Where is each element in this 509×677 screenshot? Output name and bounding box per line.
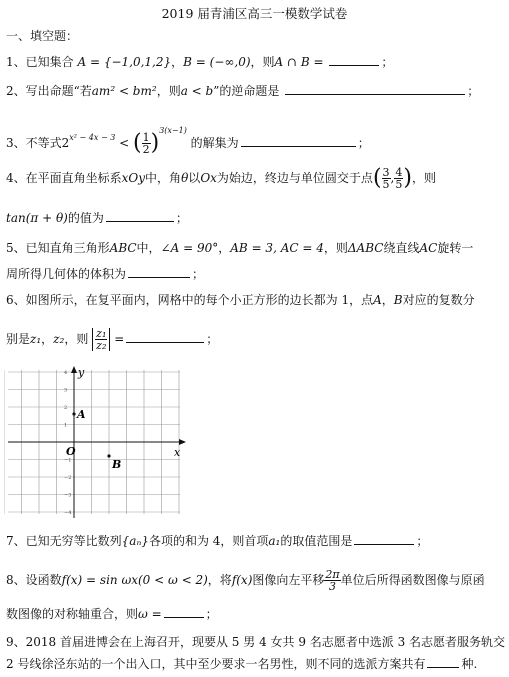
question-8 xyxy=(6,564,485,596)
q4-number: 4、 xyxy=(6,171,26,185)
q3-exponent-1: x² − 4x − 3 xyxy=(69,133,116,142)
q2-answer-blank[interactable] xyxy=(285,93,465,95)
q9-answer-blank[interactable] xyxy=(427,666,459,668)
question-6 xyxy=(6,292,475,308)
q6-ratio-num: z₁ xyxy=(96,327,107,340)
q8-end: ； xyxy=(205,607,218,621)
origin-label: O xyxy=(66,445,76,458)
q6-text-2: 对应的复数分 xyxy=(402,293,475,307)
q3-answer-blank[interactable] xyxy=(241,145,356,147)
q9-line-1: 2018 首届进博会在上海召开，现要从 5 男 4 女共 9 名志愿者中选派 3 名志愿者服务轨交 xyxy=(25,635,506,649)
q5-answer-blank[interactable] xyxy=(128,276,190,278)
section-heading: 一、填空题： xyxy=(6,29,79,43)
q4-px-den: 5 xyxy=(382,178,390,191)
x-axis-label: x xyxy=(174,446,181,459)
q8-frac-den: 3 xyxy=(329,580,337,593)
q8-fx: f(x) xyxy=(231,573,253,587)
q1-expr: A ∩ B = xyxy=(274,55,324,69)
q4-text-2: 中，角 xyxy=(145,171,182,185)
q5-text-3: ，则 xyxy=(323,241,348,255)
point-b-dot xyxy=(107,454,110,457)
q3-exponent-2: 3(x−1) xyxy=(159,126,187,135)
q8-text-4: 单位后所得函数图像与原函 xyxy=(340,573,485,587)
q9-line-2: 2 号线徐泾东站的一个出入口，其中至少要求一名男性，则不同的选派方案共有 xyxy=(6,657,426,671)
q1-set-b: B = (−∞,0) xyxy=(183,55,251,69)
q9-number: 9、 xyxy=(6,635,26,649)
question-1: 1、已知集合 A = {−1,0,1,2}，B = (−∞,0)，则A ∩ B = ； xyxy=(6,55,394,69)
q4-text-6: 的值为 xyxy=(67,211,104,225)
question-5: 5、已知直角三角形ABC中，∠A = 90°，AB = 3, AC = 4，则ΔABC绕直线AC旋转一 xyxy=(6,241,474,255)
q2-conclusion: a < b xyxy=(180,84,214,98)
question-4-line-2 xyxy=(6,210,188,226)
q5-angle: ∠A = 90° xyxy=(160,241,219,255)
q5-ac: AC xyxy=(419,241,438,255)
q2-text-1: 写出命题“若 xyxy=(25,84,92,98)
q6-equals: = xyxy=(114,332,125,346)
q4-right-paren: ) xyxy=(403,165,412,191)
q2-text-3: ”的逆命题是 xyxy=(213,84,280,98)
q2-text-2: ，则 xyxy=(156,84,181,98)
q4-end: ； xyxy=(175,211,188,225)
q5-triangle: ΔABC xyxy=(347,241,384,255)
q6-end: ； xyxy=(206,332,219,346)
q8-text-3: 图像向左平移 xyxy=(252,573,325,587)
q6-sep: ， xyxy=(381,293,394,307)
q3-text-2: 的解集为 xyxy=(190,136,239,150)
q4-point-y xyxy=(394,167,403,190)
q4-py-den: 5 xyxy=(395,178,403,191)
q4-text-4: 为始边，终边与单位圆交于点 xyxy=(216,171,373,185)
q9-end: 种. xyxy=(461,657,478,671)
q3-fraction xyxy=(142,132,151,155)
q8-function: f(x) = sin ωx(0 < ω < 2) xyxy=(61,573,208,587)
question-2 xyxy=(6,83,479,99)
q8-text-2: ，将 xyxy=(207,573,232,587)
y-tick-label: −4 xyxy=(64,510,72,516)
q4-theta: θ xyxy=(181,171,189,185)
q6-z2: z₂ xyxy=(53,332,65,346)
q5-abc: ABC xyxy=(109,241,137,255)
y-tick-label: 1 xyxy=(64,422,68,429)
q8-line-2: 数图像的对称轴重合，则 xyxy=(6,607,139,621)
y-tick-label: −3 xyxy=(64,492,72,499)
q4-ox: Ox xyxy=(200,171,217,185)
q6-answer-blank[interactable] xyxy=(126,341,204,343)
q4-text-1: 在平面直角坐标系 xyxy=(25,171,122,185)
q7-text-1: 已知无穷等比数列 xyxy=(25,534,122,548)
q3-right-paren: ) xyxy=(150,130,160,156)
q6-line-2: 别是 xyxy=(6,332,31,346)
q5-sides: AB = 3, AC = 4 xyxy=(230,241,324,255)
q3-text-1: 不等式 xyxy=(25,136,62,150)
q8-frac-num: 2π xyxy=(325,568,340,581)
q4-text-3: 以 xyxy=(188,171,201,185)
q6-ratio-den: z₂ xyxy=(96,339,107,352)
q8-number: 8、 xyxy=(6,573,26,587)
q7-end: ； xyxy=(416,534,429,548)
question-3 xyxy=(6,116,370,156)
q4-xoy: xOy xyxy=(121,171,146,185)
q6-text-1: 如图所示，在复平面内，网格中的每个小正方形的边长都为 1，点 xyxy=(25,293,374,307)
q3-less-than: < xyxy=(119,136,130,150)
q6-text-3: ，则 xyxy=(64,332,89,346)
y-tick-label: 4 xyxy=(64,370,68,376)
q3-base: 2 xyxy=(61,136,70,150)
question-8-line-2 xyxy=(6,606,218,622)
q8-omega: ω = xyxy=(138,607,162,621)
q7-sequence: {aₙ} xyxy=(121,534,149,548)
y-axis-label: y xyxy=(78,366,85,379)
q7-text-2: 各项的和为 4，则首项 xyxy=(148,534,269,548)
y-tick-label: −1 xyxy=(64,457,72,464)
q4-point-x xyxy=(382,167,391,190)
q8-text-1: 设函数 xyxy=(25,573,62,587)
q1-end: ； xyxy=(381,55,394,69)
q8-shift-fraction xyxy=(324,569,340,592)
q5-number: 5、 xyxy=(6,241,26,255)
q4-left-paren: ( xyxy=(372,165,382,191)
q3-frac-den: 2 xyxy=(142,143,150,156)
question-9 xyxy=(6,634,505,650)
q6-point-b: B xyxy=(393,293,403,307)
q1-set-a: A = {−1,0,1,2} xyxy=(77,55,172,69)
tick-labels xyxy=(64,370,71,516)
q4-text-5: ，则 xyxy=(411,171,436,185)
q3-frac-num: 1 xyxy=(142,131,150,144)
q1-number: 1、 xyxy=(6,55,26,69)
x-axis-arrow xyxy=(179,439,186,445)
q5-line-2: 周所得几何体的体积为 xyxy=(6,267,127,281)
y-tick-label: −2 xyxy=(64,475,72,481)
q5-text-5: 旋转一 xyxy=(437,241,474,255)
page-title: 2019 届青浦区高三一模数学试卷 xyxy=(161,6,348,21)
q1-answer-blank[interactable] xyxy=(329,64,379,66)
q5-end: ； xyxy=(192,267,205,281)
q7-a1: a₁ xyxy=(268,534,281,548)
point-a-label: A xyxy=(77,408,86,421)
y-tick-label: 2 xyxy=(64,405,68,411)
q5-text-1: 已知直角三角形 xyxy=(25,241,110,255)
q6-point-a: A xyxy=(373,293,382,307)
q7-answer-blank[interactable] xyxy=(354,543,414,545)
q6-ratio xyxy=(95,328,107,351)
q6-abs-ratio xyxy=(92,328,110,351)
q2-number: 2、 xyxy=(6,84,26,98)
point-b-label: B xyxy=(112,458,122,471)
q1-text: 已知集合 xyxy=(25,55,74,69)
complex-plane-graph xyxy=(4,362,190,522)
q6-z1: z₁ xyxy=(30,332,42,346)
y-axis-arrow xyxy=(71,366,77,373)
q7-text-3: 的取值范围是 xyxy=(280,534,353,548)
q2-condition: am² < bm² xyxy=(91,84,157,98)
q4-tan-expr: tan(π + θ) xyxy=(6,211,68,225)
question-9-line-2 xyxy=(6,656,477,672)
q3-left-paren: ( xyxy=(133,130,142,156)
q5-text-2: 中， xyxy=(136,241,161,255)
question-5-line-2 xyxy=(6,266,204,282)
question-6-line-2: 别是z₁，z₂，则 $\frac{\text{z₁}}{\text{z₂}}$ = ； xyxy=(6,327,219,352)
q4-answer-blank[interactable] xyxy=(106,220,174,222)
question-4: 4、在平面直角坐标系xOy中，角θ以Ox为始边，终边与单位圆交于点( $\frac{3}{5}$ , $\frac{4}{5}$ )，则 xyxy=(6,165,436,191)
q6-number: 6、 xyxy=(6,293,26,307)
q5-text-4: 绕直线 xyxy=(383,241,420,255)
q3-end: ； xyxy=(357,136,370,150)
point-a-dot xyxy=(72,412,75,415)
question-7 xyxy=(6,533,428,549)
q7-number: 7、 xyxy=(6,534,26,548)
q8-answer-blank[interactable] xyxy=(164,616,204,618)
q3-number: 3、 xyxy=(6,136,26,150)
q1-then: ，则 xyxy=(250,55,275,69)
q4-px-num: 3 xyxy=(382,166,390,179)
y-tick-label: 3 xyxy=(64,387,68,394)
q4-py-num: 4 xyxy=(395,166,403,179)
q2-end: ； xyxy=(467,84,480,98)
